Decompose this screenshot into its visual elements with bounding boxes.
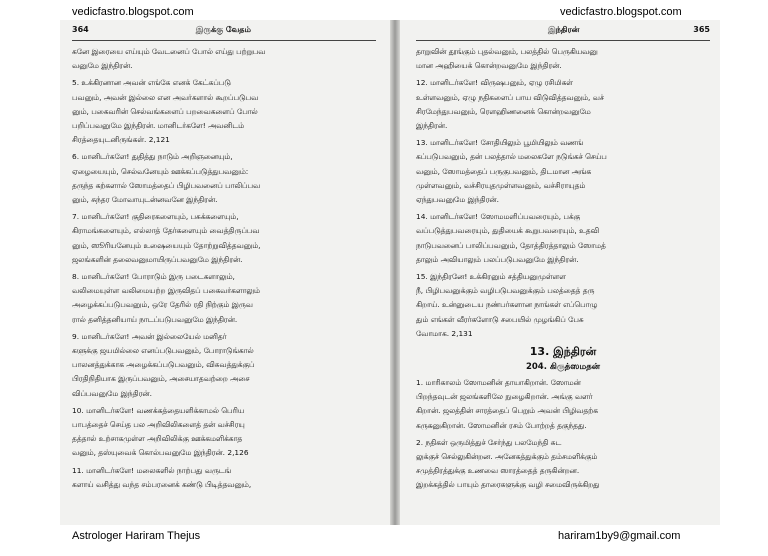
text-line: பவனும், அவன் இல்லை என அவர்களால் கூறப்படுபவ (72, 92, 259, 102)
header-url-left: vedicfastro.blogspot.com (72, 6, 194, 18)
paragraph (72, 210, 376, 267)
text-line: வப்படுத்துபவரையும், துதியைக் கூறுபவரையும், உதவி (416, 226, 600, 236)
right-page-body-after (416, 376, 710, 493)
footer-email: hariram1by9@gmail.com (558, 530, 681, 542)
text-line: இறக்கத்தில் பாயும் தாரைகளுக்கு வழி சமைவிருக்கிறது (416, 480, 600, 490)
footer-author: Astrologer Hariram Thejus (72, 530, 201, 542)
text-line: தாலும் அவியாலும் பலப்படுபவனுமே இந்திரன். (416, 254, 579, 264)
text-line: தாறுவின் தூங்கும் புதல்வனும், பலத்தில் பெருகியவனு (416, 47, 598, 56)
right-page-number: 365 (693, 24, 710, 34)
paragraph (72, 45, 376, 73)
text-line: 7. மானிடர்களே! குதிரைகளையும், பசுக்களையும், (72, 212, 239, 222)
text-line: னும், சுந்தர மோவாயுடன்னவனே இந்திரன். (72, 195, 218, 205)
left-running-title: இருக்கு வேதம் (195, 24, 251, 34)
text-line: கருகனுகிறான். ஸோமனின் ரசம் போற்றத் தகுந்தது. (416, 420, 587, 430)
text-line: 2. நதிகள் ஒருமித்துச் சேர்ந்து பலமேந்தி சுட (416, 437, 562, 447)
text-line: 11. மானிடர்களே! மலைகளில் நாற்பது வருடங் (72, 465, 232, 475)
right-page-body (416, 45, 710, 341)
text-line: வனுமே இந்திரன். (72, 61, 133, 71)
text-line: கனே இரையை எய்யும் வேடனைப் போல் எய்து பற்றுபவ (72, 47, 266, 56)
text-line: 14. மானிடர்களே! ஸோமமளிப்பவரையும், பக்கு (416, 212, 581, 222)
paragraph (72, 464, 376, 492)
text-line: வோமாக. 2,131 (416, 328, 473, 338)
text-line: சிரத்தையுடனிருங்கள். 2,121 (72, 135, 170, 145)
text-line: தத்தால் உற்சாகமுள்ள அறிவிலிக்கு ஊக்கமளிக்காத (72, 434, 243, 444)
text-line: 10. மானிடர்களே! வணக்கத்தையளிக்காமல் பெரிய (72, 405, 245, 415)
text-line: 15. இந்திரனே! உக்கிரனும் சத்தியனுமுள்ளள (416, 272, 566, 282)
text-line: னும், பகைவரின் செல்வங்களைப் பறவைகளைப் போல் (72, 106, 258, 116)
paragraph (72, 76, 376, 147)
text-line: பிறந்தவுடன் ஜலங்களிலே நுழைகிறான். அங்கு வளர் (416, 392, 593, 402)
text-line: கிராமங்களையும், எல்லாத் தேர்களையும் வைத்திருப்பவ (72, 226, 260, 236)
paragraph (72, 270, 376, 327)
text-line: வலிமையுள்ள வலிமையற்ற இருவிதப் பகைவர்களாலும் (72, 286, 260, 296)
text-line: உள்ளவனும், ஏழு நதிகளைப் பாய விடுவித்தவனும், வச் (416, 92, 604, 102)
text-line: பிரதிநிதியாக இருப்பவனும், அசையாதவற்றை அசை (72, 374, 250, 384)
paragraph (416, 376, 710, 433)
paragraph (416, 45, 710, 73)
section-title: 204. கிருத்ஸமதன் (525, 362, 601, 373)
text-line: முள்ளவனும், வச்சிரயுதமுள்ளவனும், வச்சிராயுதம் (416, 180, 586, 190)
paragraph (416, 136, 710, 207)
right-page (400, 20, 720, 525)
left-page-body (72, 45, 376, 492)
text-line: நீ, பிழிபவனுக்கும் வழிபடுபவனுக்கும் பலத்தைத் தரு (416, 286, 595, 296)
right-running-head (416, 20, 710, 41)
text-line: கிறாய். உன்னுடைய நண்பர்களான நாங்கள் எப்பொழு (416, 300, 598, 310)
text-line: அழைக்கப்படுபவனும், ஒரே தேரில் ரதி நிற்கும் இருவ (72, 300, 253, 310)
text-line: 9. மானிடர்களே! அவன் இல்லையேல் மனிதர் (72, 331, 227, 341)
paragraph (72, 404, 376, 461)
text-line: ஏந்துபவனுமே இந்திரன். (416, 195, 499, 205)
text-line: 8. மானிடர்களே! போராடும் இரு படைகளாலும், (72, 272, 235, 282)
book-gutter (390, 20, 400, 525)
paragraph (72, 150, 376, 207)
text-line: கப்படுபவனும், தன் பலத்தால் மலைகளே நடுங்கச் செய்ப (416, 152, 607, 162)
text-line: 6. மானிடர்களே! துதித்து நாடும் அறிஞனையும், (72, 152, 233, 162)
text-line: லுக்குச் செல்லுகின்றன. அனேகத்துக்கும் தம்சமளிக்கும் (416, 452, 598, 462)
text-line: ஜலங்களின் தலைவனுமாயிருப்பவனுமே இந்திரன். (72, 254, 243, 264)
text-line: தும் எங்கள் வீரர்களோடு சபையில் முழங்கிப் பேசு (416, 314, 584, 324)
right-running-title: இந்திரன் (547, 24, 580, 34)
left-running-head (72, 20, 376, 41)
text-line: 12. மானிடர்களே! விருஷபனும், ஏழு ரசிமிகள் (416, 78, 573, 88)
text-line: வனும், தஸ்யுவைக் கொல்பவனுமே இந்திரன். 2,126 (72, 448, 249, 458)
text-line: 13. மானிடர்களே! சோதியிலும் பூமியிலும் வணங் (416, 138, 584, 148)
text-line: இந்திரன். (416, 121, 448, 131)
header-url-right: vedicfastro.blogspot.com (560, 6, 682, 18)
text-line: விப்பவனுமே இந்திரன். (72, 388, 152, 398)
text-line: பாலனத்துக்காக அழைக்கப்படுபவனும், விசுவத்துக்குப் (72, 360, 255, 370)
text-line: ரால் தனித்தனியாய் நாடப்படுபவனுமே இந்திரன். (72, 314, 238, 324)
text-line: நாடுபவனைப் பாலிப்பவனும், தோத்திரத்தாலும் ஸோமத் (416, 240, 606, 250)
text-line: 1. மாரிகாலம் ஸோமனின் தாயாகிறான். ஸோமன் (416, 378, 581, 388)
text-line: களுக்கு ஜயமில்லை எனப்படுபவனும், போராடுங்கால் (72, 346, 254, 356)
left-page-number: 364 (72, 24, 89, 34)
text-line: ஏழையையும், செல்வனேயும் ஊக்கப்படுத்துபவனும்: (72, 166, 249, 176)
text-line: மான அஹியைக் கொன்றவனுமே இந்திரன். (416, 61, 562, 71)
paragraph (416, 76, 710, 133)
left-page (60, 20, 390, 525)
text-line: 5. உக்கிரனான அவன் எங்கே எனக் கேட்கப்படு (72, 78, 231, 88)
text-line: பறிப்பவனுமே இந்திரன். மானிடர்களே! அவனிடம் (72, 121, 245, 131)
paragraph (416, 210, 710, 267)
text-line: களாய் வசித்து வந்த சம்பரனைக் கண்டு பிடித்தவனும், (72, 479, 252, 489)
book-scan (60, 20, 720, 525)
text-line: னும், ஸூரியனேயும் உஷையையும் தோற்றுவித்தவனும், (72, 240, 261, 250)
text-line: வனும், ஸோமத்தைப் பருகுபவனும், திடமான அங்க (416, 166, 592, 176)
text-line: கிறான். ஜலத்தின் சாரத்தைப் பெறும் அவன் பிழிவதற்க (416, 406, 598, 416)
text-line: சிரமேந்துபவனும், ரௌஹிணனைக் கொன்றவனுமே (416, 106, 591, 116)
paragraph (416, 436, 710, 493)
paragraph (416, 270, 710, 341)
text-line: தருந்த கற்களால் ஸோமத்தைப் பிழிபவனைப் பாலிப்பவ (72, 180, 261, 190)
paragraph (72, 330, 376, 401)
text-line: பாபத்தைச் செய்த பல அறிவிலிகளைத் தன் வச்சிரயு (72, 420, 245, 430)
text-line: சமுத்திரத்துக்கு உணவை ஸாரத்தைத் தருகின்றன. (416, 466, 580, 476)
chapter-title: 13. இந்திரன் (529, 345, 597, 359)
